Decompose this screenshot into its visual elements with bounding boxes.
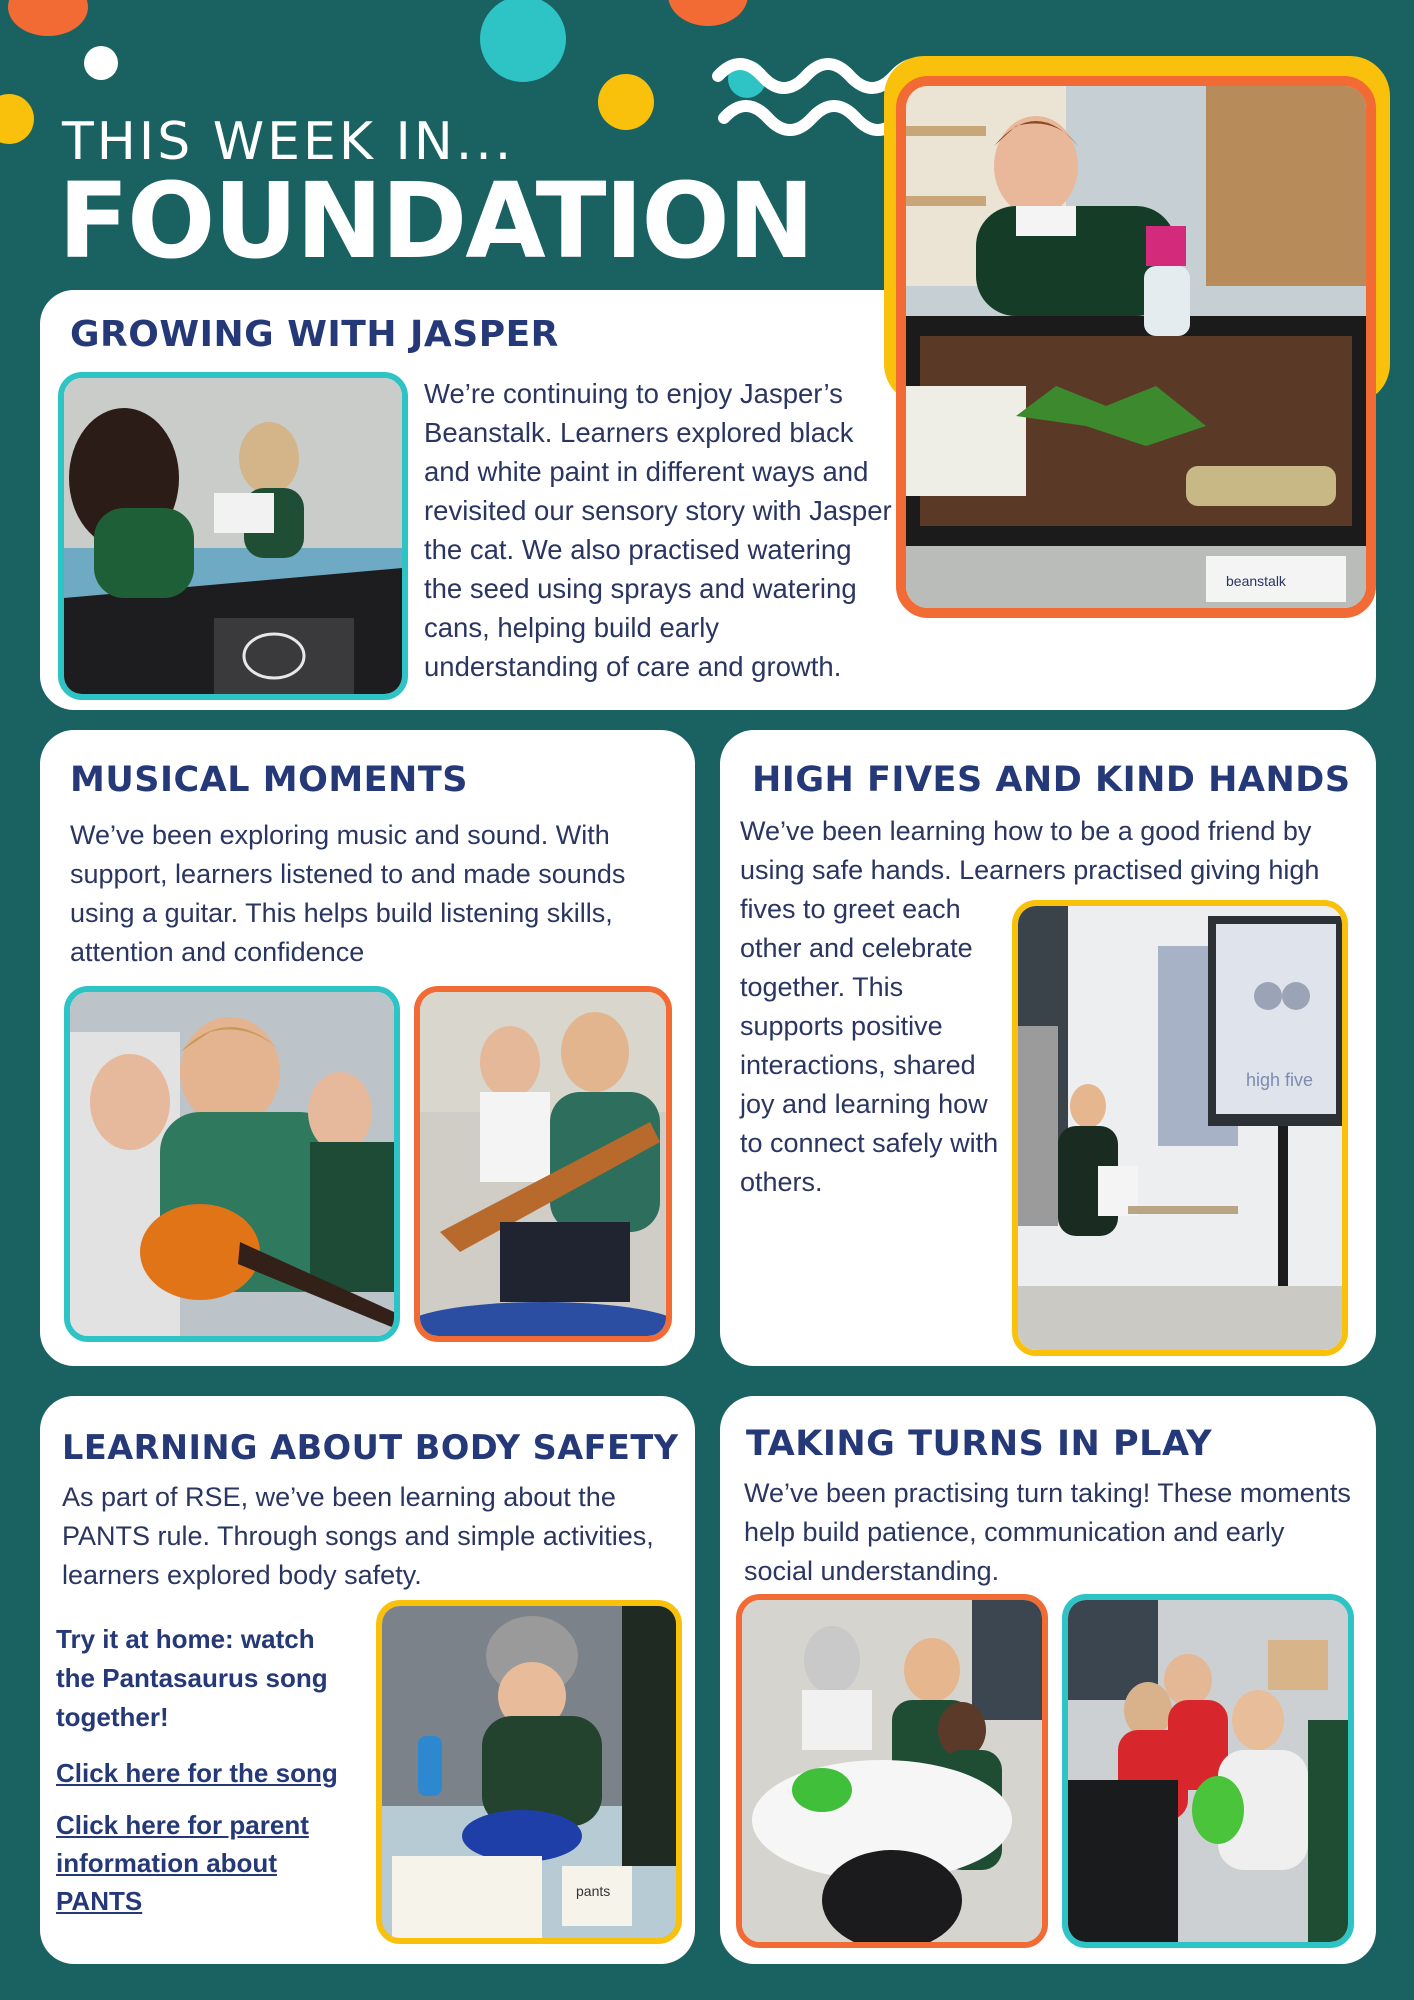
decor-dot-orange-top <box>668 0 748 26</box>
photo-jasper-paint <box>58 372 408 700</box>
section-text-body-safety: As part of RSE, we’ve been learning about the PANTS rule. Through songs and simple activities, learners explored body safety. <box>62 1482 654 1590</box>
photo-watering-beanstalk <box>896 76 1376 618</box>
photo-guitar-group <box>64 986 400 1342</box>
section-text-highfives-side: fives to greet each other and celebrate together. This supports positive interactions, shared joy and learning how to connect safely with others. <box>740 894 999 1197</box>
try-at-home-text: Try it at home: watch the Pantasaurus song together! <box>56 1624 328 1732</box>
photo-guitar-lesson <box>414 986 672 1342</box>
decor-dot-orange <box>8 0 88 36</box>
header-title: FOUNDATION <box>58 160 813 282</box>
section-title-jasper: GROWING WITH JASPER <box>70 314 559 355</box>
link-parent-info[interactable]: Click here for parent information about PANTS <box>56 1810 309 1916</box>
screen-label: high five <box>1246 1070 1314 1090</box>
pants-sheet-label: pants <box>576 1883 611 1899</box>
photo-crocodile-game-kids <box>1062 1594 1354 1948</box>
section-text-jasper: We’re continuing to enjoy Jasper’s Beanstalk. Learners explored black and white paint in different ways and revisited our sensory story with Jasper the cat. We also practised watering the seed using sprays and watering cans, helping build early understanding of care and growth. <box>424 378 892 682</box>
link-song[interactable]: Click here for the song <box>56 1758 338 1788</box>
section-title-musical: MUSICAL MOMENTS <box>70 760 468 800</box>
decor-dot-teal <box>480 0 566 82</box>
section-text-highfives-top: We’ve been learning how to be a good friend by using safe hands. Learners practised giving high <box>740 816 1320 885</box>
decor-dot-white <box>84 46 118 80</box>
decor-dot-yellow <box>598 74 654 130</box>
header-kicker: THIS WEEK IN... <box>62 112 515 172</box>
section-text-musical: We’ve been exploring music and sound. With support, learners listened to and made sounds using a guitar. This helps build listening skills, attention and confidence <box>70 820 626 967</box>
photo-high-five <box>1012 900 1348 1356</box>
section-text-turns: We’ve been practising turn taking! These moments help build patience, communication and early social understanding. <box>744 1478 1351 1586</box>
section-title-turns: TAKING TURNS IN PLAY <box>746 1424 1213 1464</box>
decor-dot-yellow-left <box>0 94 34 144</box>
photo-pants-activity <box>376 1600 682 1944</box>
beanstalk-label: beanstalk <box>1226 573 1286 589</box>
section-title-highfives: HIGH FIVES AND KIND HANDS <box>752 760 1351 800</box>
section-title-body-safety: LEARNING ABOUT BODY SAFETY <box>62 1428 679 1467</box>
photo-crocodile-game-table <box>736 1594 1048 1948</box>
